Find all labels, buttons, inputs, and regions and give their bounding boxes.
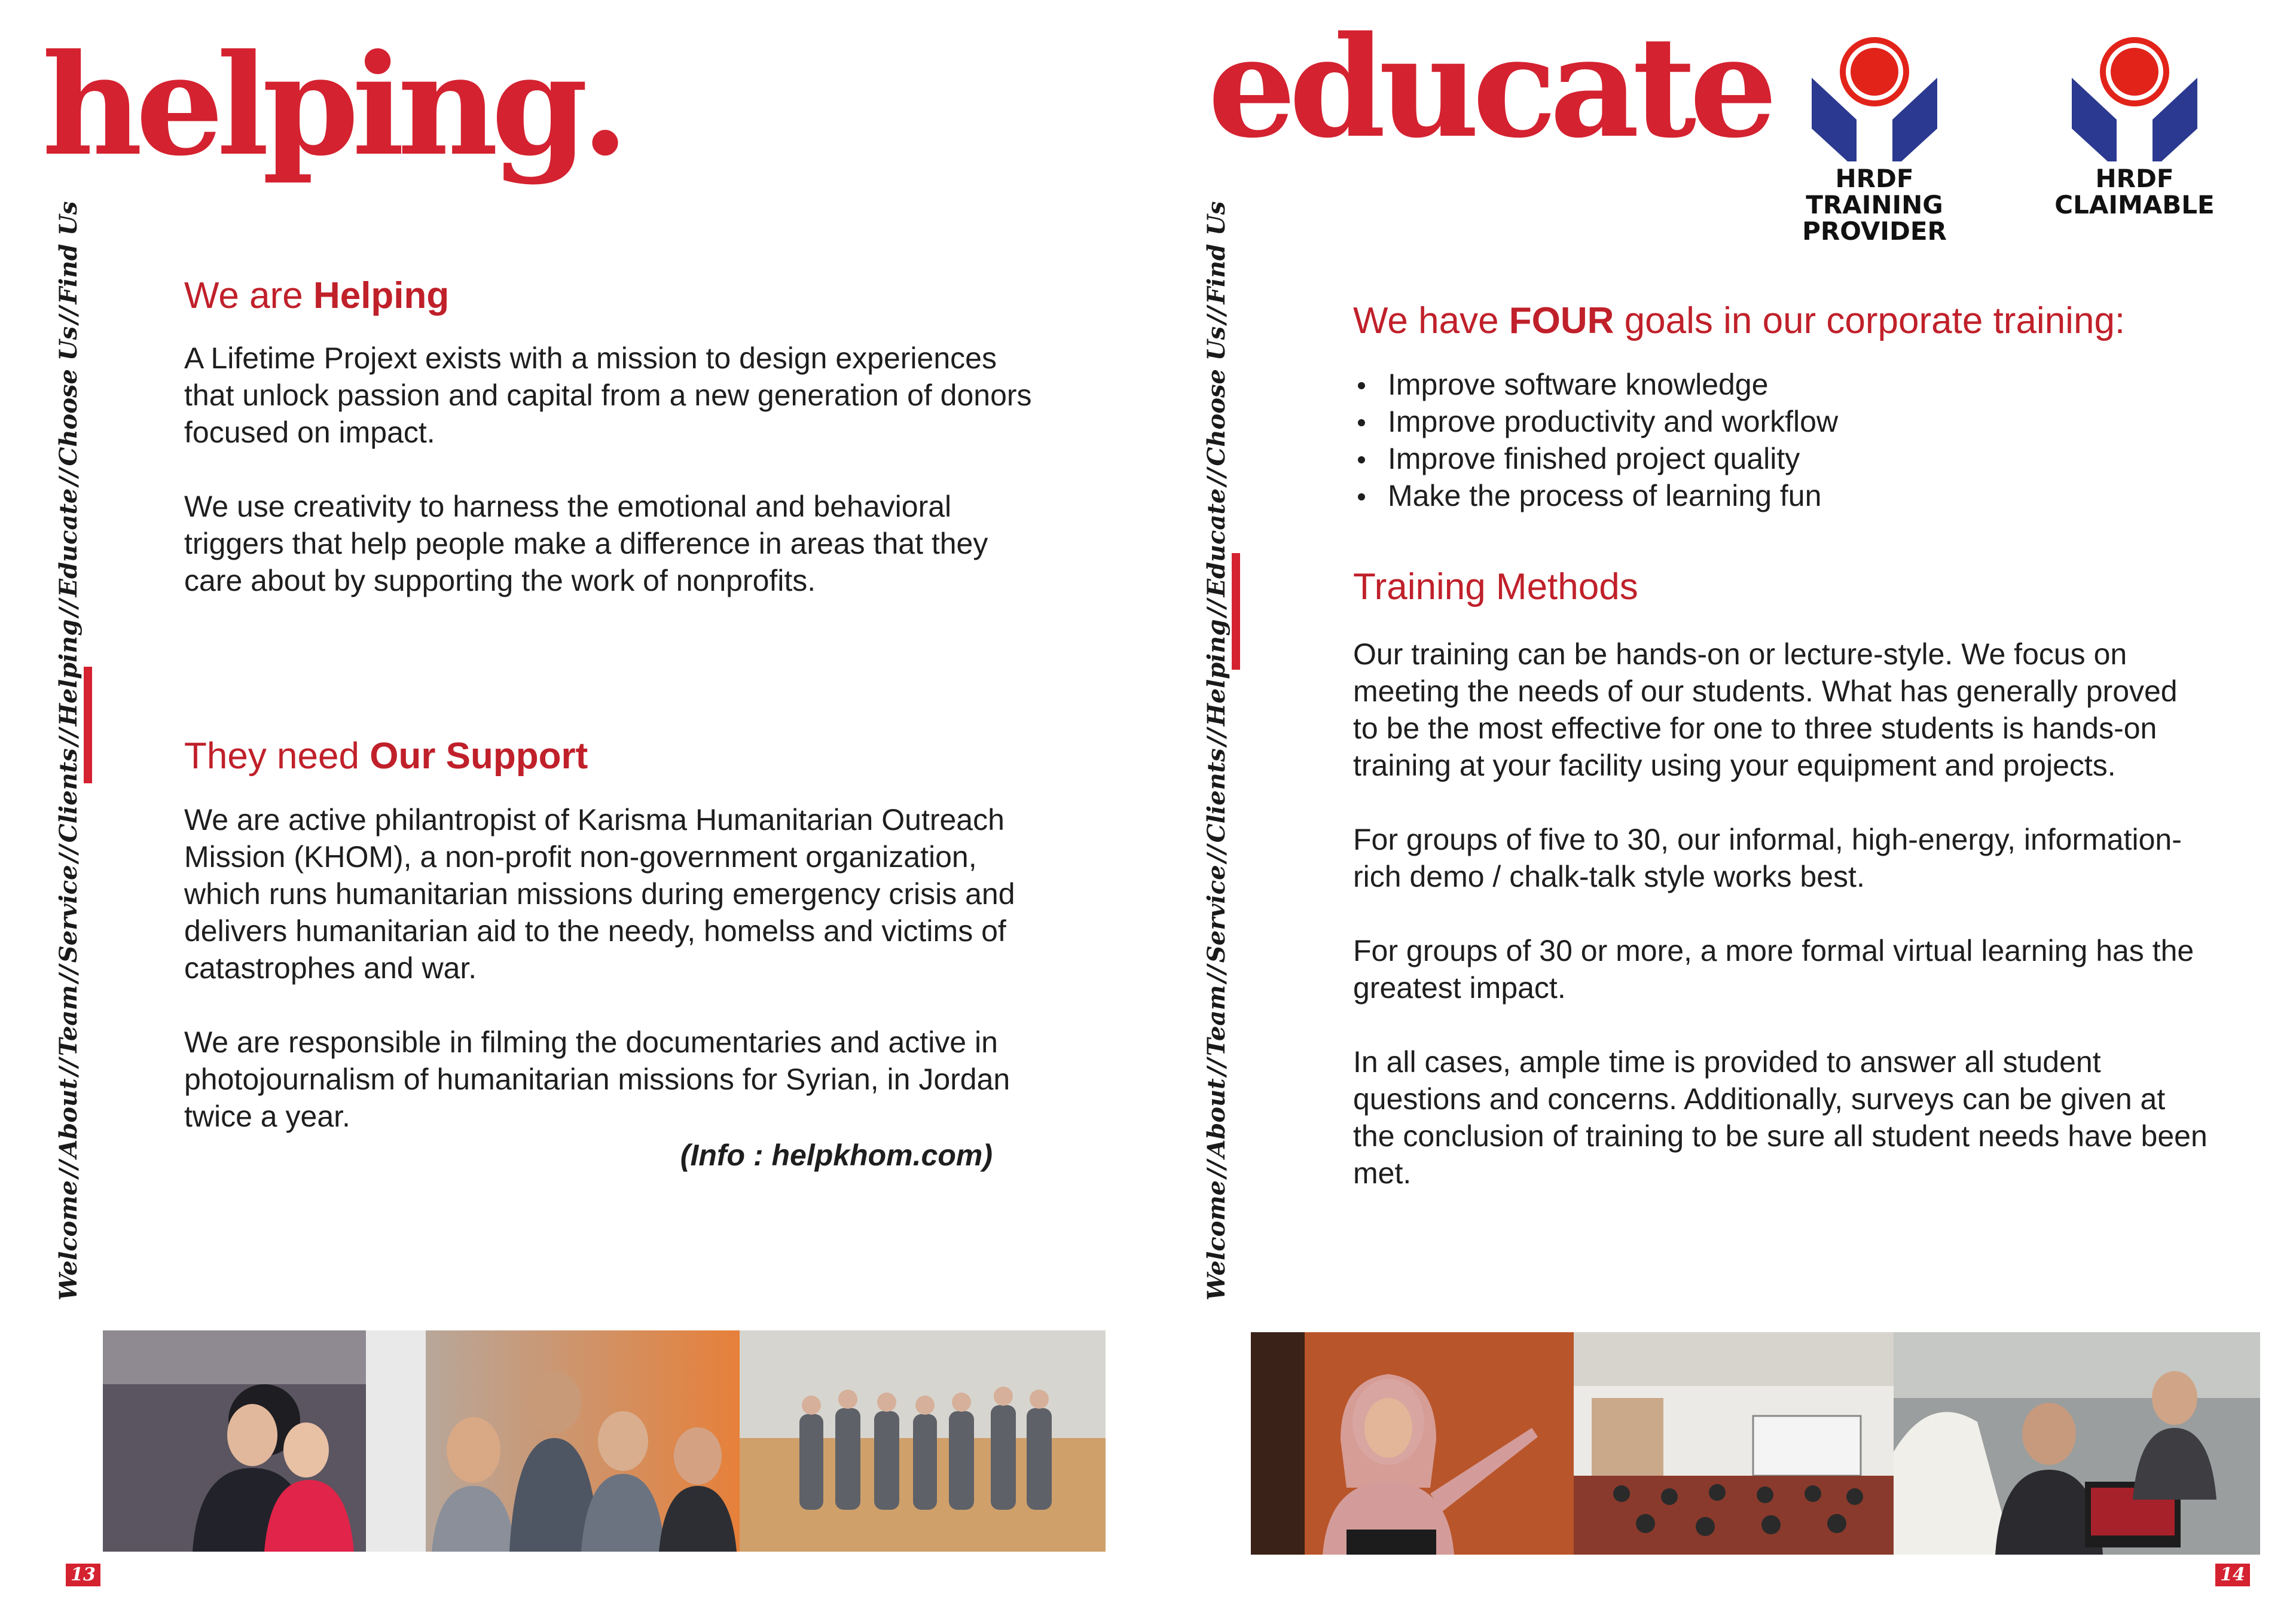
methods-paragraph: In all cases, ample time is provided to answer all student questions and concerns. Additionally, surveys can be given at the conclusion of training to be sure all student needs have been met. <box>1353 1045 2208 1190</box>
logo-label-top: HRDF <box>1835 164 1914 193</box>
logo-label-bottom: CLAIMABLE <box>2054 190 2215 220</box>
nav-item-helping[interactable]: Helping <box>1202 619 1231 726</box>
logo-label-top: HRDF <box>2095 164 2174 193</box>
methods-paragraph: For groups of five to 30, our informal, high-energy, information-rich demo / chalk-talk style works best. <box>1353 823 2182 893</box>
page-number-left: 13 <box>66 1564 100 1586</box>
right-page-title: educate <box>1208 5 1770 169</box>
nav-separator: // <box>1202 965 1231 983</box>
nav-item-educate[interactable]: Educate <box>1202 488 1231 597</box>
list-item: Improve software knowledge <box>1353 366 2190 403</box>
nav-separator: // <box>54 306 83 324</box>
nav-separator: // <box>54 599 83 617</box>
photo-group-desert <box>740 1330 1106 1552</box>
nav-separator: // <box>54 845 83 863</box>
nav-item-find-us[interactable]: Find Us <box>54 201 83 304</box>
photo-presenter <box>1251 1332 1574 1555</box>
nav-separator: // <box>54 1160 83 1178</box>
nav-item-service[interactable]: Service <box>54 865 83 963</box>
info-link[interactable]: (Info : helpkhom.com) <box>680 1138 993 1172</box>
nav-separator: // <box>1202 1058 1231 1076</box>
nav-item-choose-us[interactable]: Choose Us <box>1202 326 1231 466</box>
support-heading: They need Our Support <box>184 735 588 777</box>
nav-active-indicator <box>1232 553 1240 670</box>
nav-separator: // <box>1202 845 1231 863</box>
nav-item-welcome[interactable]: Welcome <box>1202 1180 1231 1301</box>
nav-item-clients[interactable]: Clients <box>1202 748 1231 843</box>
nav-item-about[interactable]: About <box>54 1078 83 1158</box>
list-item: Improve productivity and workflow <box>1353 403 2190 440</box>
list-item: Make the process of learning fun <box>1353 477 2190 514</box>
nav-separator: // <box>1202 728 1231 746</box>
photo-classroom <box>1574 1332 1894 1555</box>
hrdf-training-provider-logo <box>1734 33 2015 246</box>
page-number-right: 14 <box>2215 1564 2250 1586</box>
support-paragraph: We are responsible in filming the documentaries and active in photojournalism of humanitarian missions for Syrian, in Jordan twice a year. <box>184 1025 1010 1133</box>
goals-heading: We have FOUR goals in our corporate training: <box>1353 300 2126 341</box>
training-methods-body <box>1353 636 2208 1192</box>
training-methods-heading: Training Methods <box>1353 566 1638 608</box>
nav-item-welcome[interactable]: Welcome <box>54 1180 83 1301</box>
nav-separator: // <box>1202 1160 1231 1178</box>
helping-paragraph: We use creativity to harness the emotional and behavioral triggers that help people make a difference in areas that they care about by supporting the work of nonprofits. <box>184 490 988 597</box>
hrdf-claimable-logo <box>2045 33 2224 230</box>
helping-body <box>184 340 1033 599</box>
photo-training-laptops <box>1894 1332 2260 1555</box>
hrdf-emblem-icon <box>1734 33 2015 164</box>
left-page-title: helping. <box>42 23 622 187</box>
nav-separator: // <box>54 965 83 983</box>
nav-item-team[interactable]: Team <box>1202 985 1231 1057</box>
nav-item-team[interactable]: Team <box>54 985 83 1057</box>
helping-heading: We are Helping <box>184 275 450 316</box>
nav-separator: // <box>54 468 83 486</box>
nav-separator: // <box>1202 306 1231 324</box>
nav-separator: // <box>1202 599 1231 617</box>
nav-item-helping[interactable]: Helping <box>54 619 83 726</box>
goals-list <box>1353 366 2190 514</box>
photo-children <box>426 1330 740 1552</box>
methods-paragraph: For groups of 30 or more, a more formal virtual learning has the greatest impact. <box>1353 934 2194 1005</box>
logo-label-bottom: TRAINING PROVIDER <box>1802 190 1947 246</box>
nav-item-educate[interactable]: Educate <box>54 488 83 597</box>
side-nav-right <box>1196 201 1238 1301</box>
helping-paragraph: A Lifetime Projext exists with a mission to design experiences that unlock passion and capital from a new generation of donors focused on impact. <box>184 341 1032 449</box>
nav-item-choose-us[interactable]: Choose Us <box>54 326 83 466</box>
hrdf-emblem-icon <box>2045 33 2224 164</box>
nav-item-clients[interactable]: Clients <box>54 748 83 843</box>
list-item: Improve finished project quality <box>1353 440 2190 477</box>
nav-active-indicator <box>84 667 92 783</box>
support-body <box>184 801 1021 1135</box>
nav-item-service[interactable]: Service <box>1202 865 1231 963</box>
photo-mother-child <box>103 1330 426 1552</box>
nav-item-find-us[interactable]: Find Us <box>1202 201 1231 304</box>
support-paragraph: We are active philantropist of Karisma Humanitarian Outreach Mission (KHOM), a non-profit non-government organization, which runs humanitarian missions during emergency crisis and delivers humanitarian aid to the needy, homelss and victims of catastrophes and war. <box>184 803 1015 985</box>
nav-separator: // <box>54 1058 83 1076</box>
nav-separator: // <box>1202 468 1231 486</box>
methods-paragraph: Our training can be hands-on or lecture-style. We focus on meeting the needs of our students. What has generally proved to be the most effective for one to three students is hands-on training at your facility using your equipment and projects. <box>1353 637 2178 782</box>
nav-separator: // <box>54 728 83 746</box>
nav-item-about[interactable]: About <box>1202 1078 1231 1158</box>
